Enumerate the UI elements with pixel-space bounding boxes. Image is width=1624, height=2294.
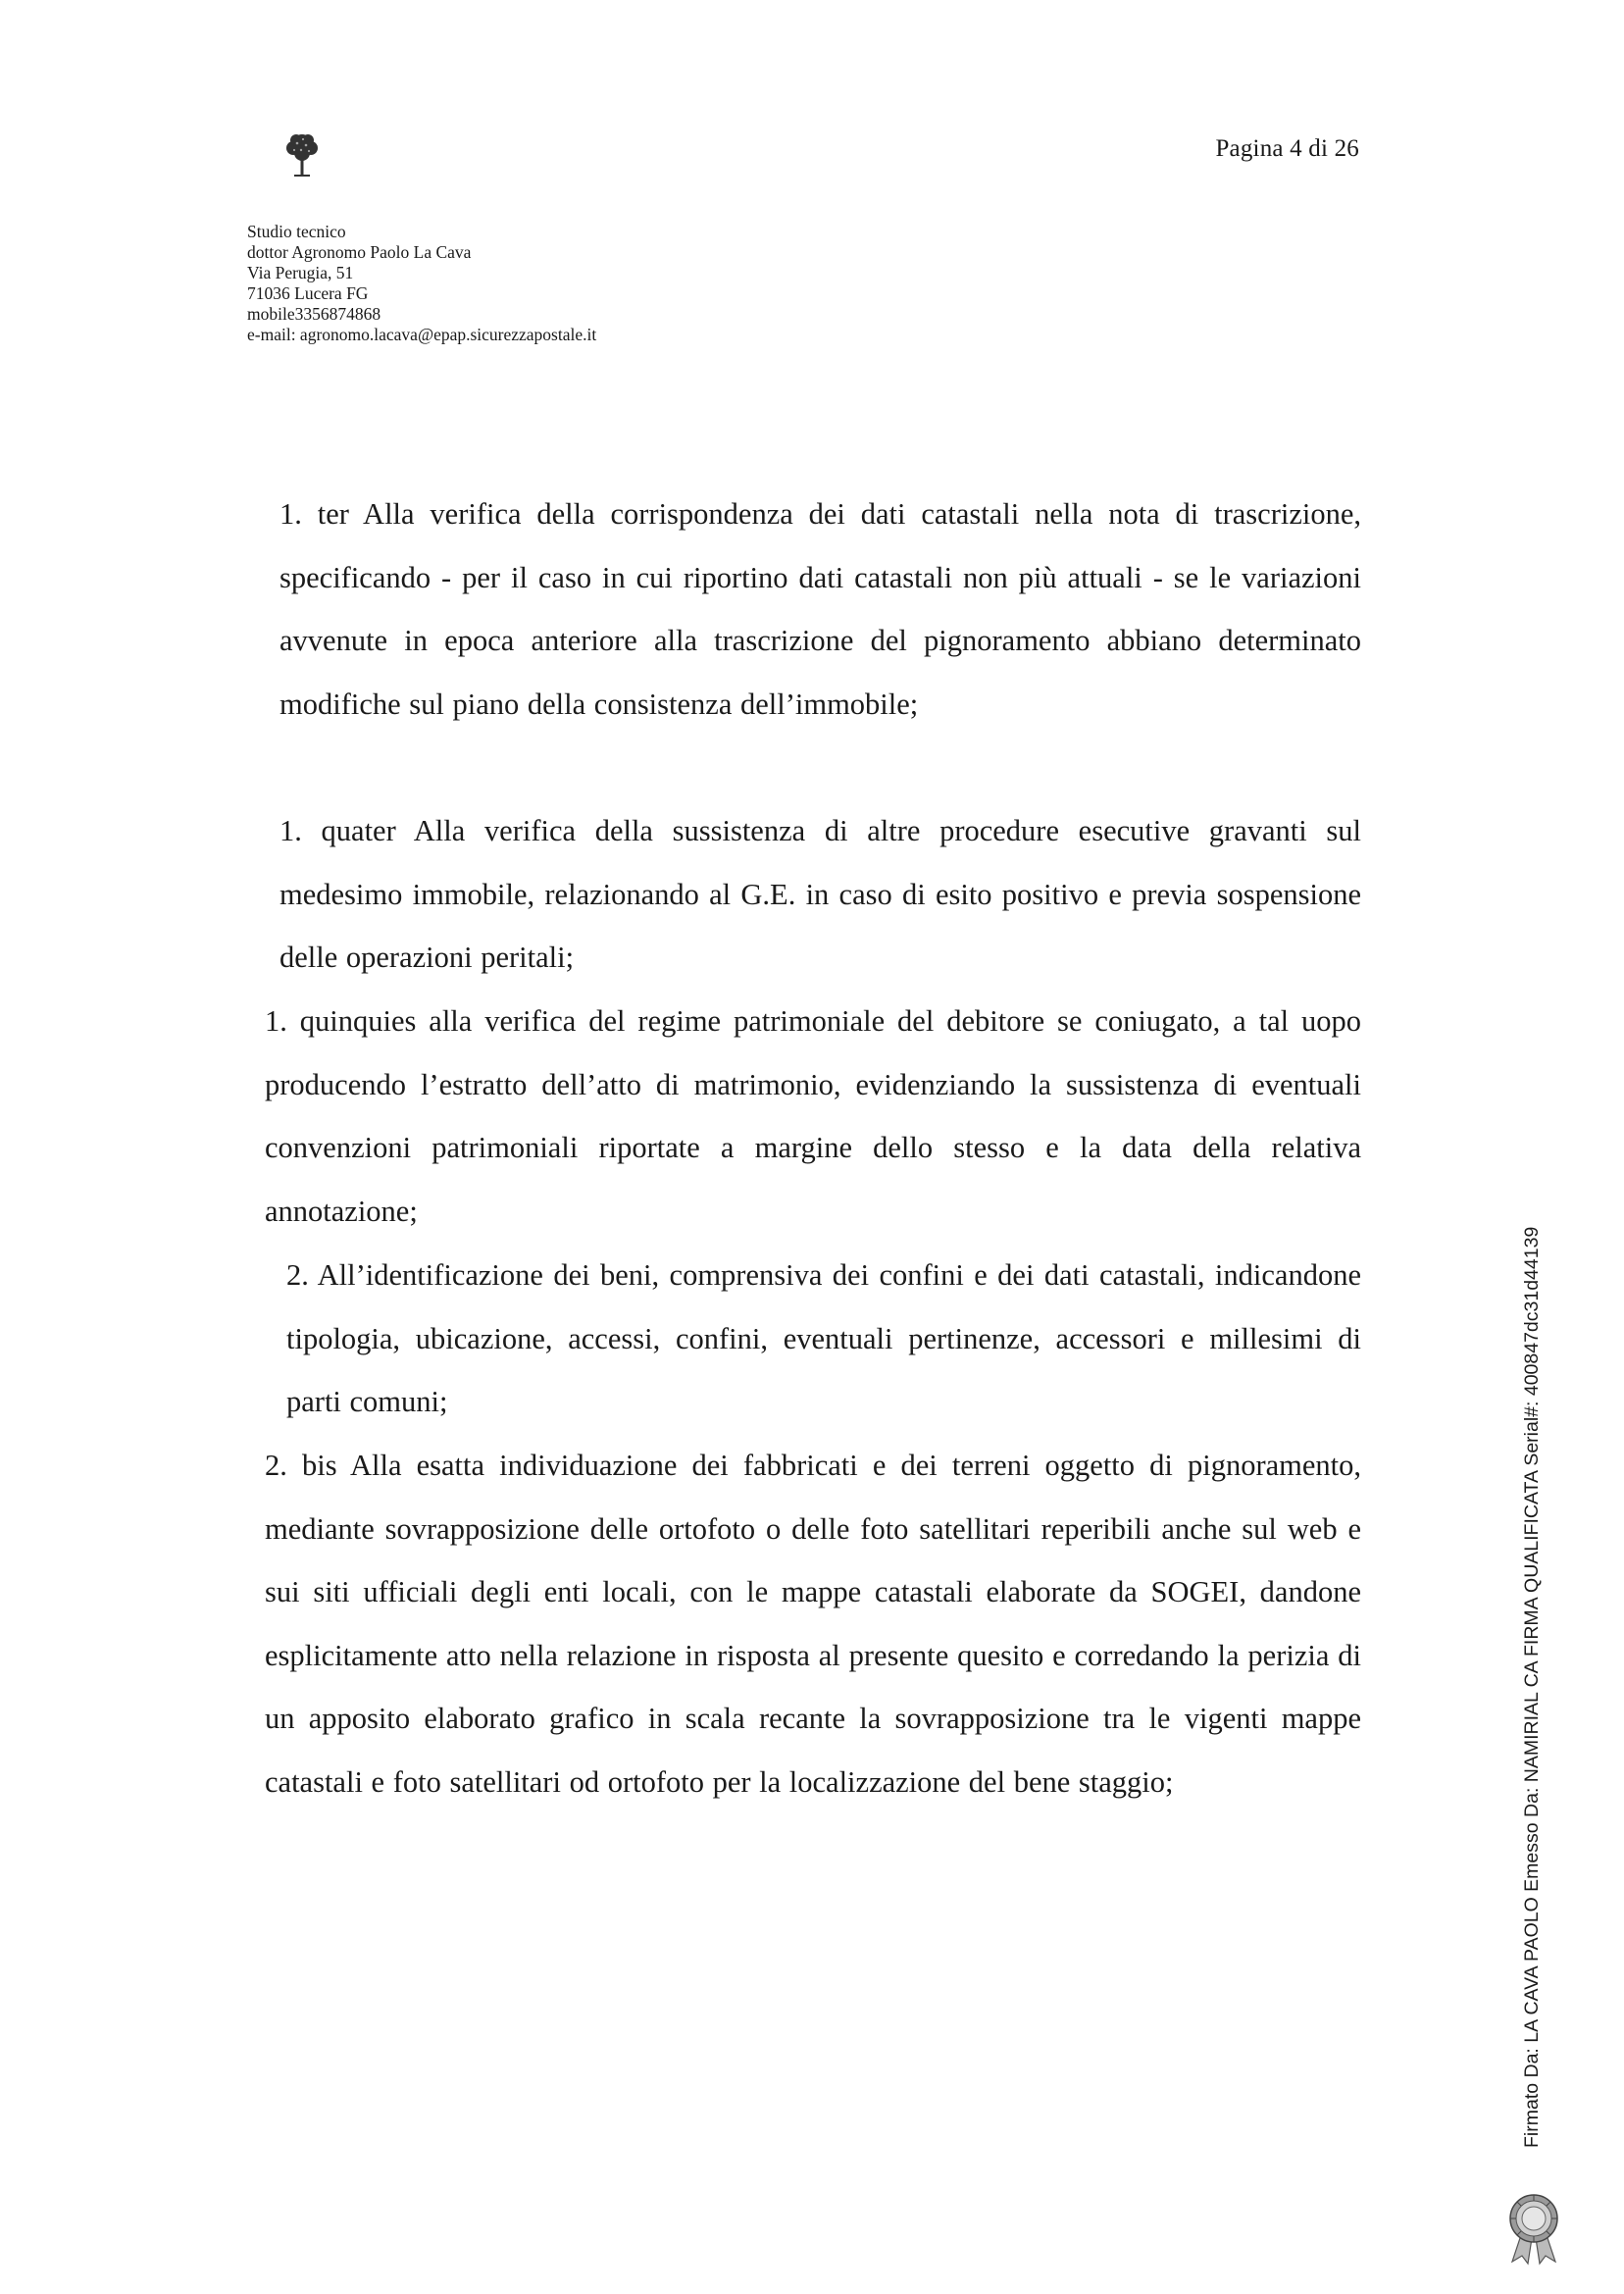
digital-signature-text: Firmato Da: LA CAVA PAOLO Emesso Da: NAMIRIAL CA FIRMA QUALIFICATA Serial#: 400847dc31d44139 [1521, 1226, 1543, 2148]
tree-icon [282, 129, 322, 180]
letterhead-studio: Studio tecnico [247, 222, 346, 241]
paragraph-2: 2. All’identificazione dei beni, comprensiva dei confini e dei dati catastali, indicandone tipologia, ubicazione, accessi, confini, eventuali pertinenze, accessori e millesimi di parti comuni; [286, 1258, 1361, 1419]
paragraph-2-bis: 2. bis Alla esatta individuazione dei fabbricati e dei terreni oggetto di pignoramento, mediante sovrapposizione delle ortofoto o delle foto satellitari reperibili anche sul web e sui siti ufficiali degli enti locali, con le mappe catastali elaborate da SOGEI, dandone esplicitamente atto nella relazione in risposta al presente quesito e corredando la perizia di un apposito elaborato grafico in scala recante la sovrapposizione tra le vigenti mappe catastali e foto satellitari od ortofoto per la localizzazione del bene staggio; [265, 1449, 1361, 1799]
paragraph-1-quater: 1. quater Alla verifica della sussistenza di altre procedure esecutive gravanti sul medesimo immobile, relazionando al G.E. in caso di esito positivo e previa sospensione delle operazioni peritali; [279, 814, 1361, 975]
letterhead [247, 222, 757, 345]
letterhead-email: e-mail: agronomo.lacava@epap.sicurezzapostale.it [247, 325, 597, 344]
letterhead-mobile: mobile3356874868 [247, 304, 381, 324]
letterhead-address: Via Perugia, 51 [247, 263, 354, 282]
paragraph-1-quinquies: 1. quinquies alla verifica del regime patrimoniale del debitore se coniugato, a tal uopo producendo l’estratto dell’atto di matrimonio, evidenziando la sussistenza di eventuali convenzioni patrimoniali riportate a margine dello stesso e la data della relativa annotazione; [265, 1004, 1361, 1228]
paragraph-1-ter: 1. ter Alla verifica della corrispondenza dei dati catastali nella nota di trascrizione, specificando - per il caso in cui riportino dati catastali non più attuali - se le variazioni avvenute in epoca anteriore alla trascrizione del pignoramento abbiano determinato modifiche sul piano della consistenza dell’immobile; [279, 497, 1361, 721]
page-number: Pagina 4 di 26 [1215, 135, 1359, 162]
letterhead-name: dottor Agronomo Paolo La Cava [247, 242, 472, 262]
signature-seal-icon [1502, 2189, 1565, 2266]
letterhead-city: 71036 Lucera FG [247, 283, 369, 303]
